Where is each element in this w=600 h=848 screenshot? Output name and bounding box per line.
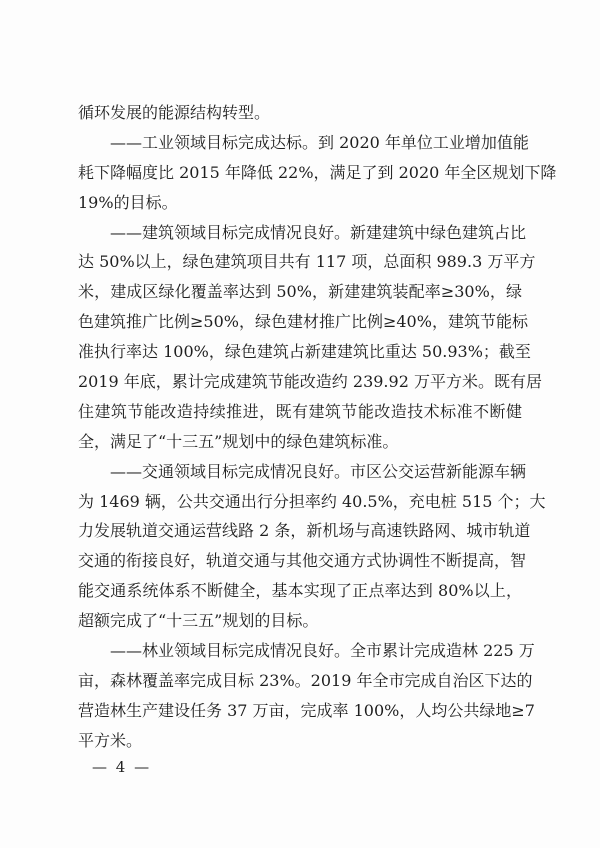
text-line: 能交通系统体系不断健全，基本实现了正点率达到 80%以上，: [78, 581, 522, 601]
text-line: ——建筑领域目标完成情况良好。新建建筑中绿色建筑占比: [110, 222, 527, 242]
text-line: 准执行率达 100%，绿色建筑占新建建筑比重达 50.93%；截至: [78, 342, 531, 362]
text-line: 全，满足了“十三五”规划中的绿色建筑标准。: [78, 431, 399, 451]
text-line: 亩，森林覆盖率完成目标 23%。2019 年全市完成自治区下达的: [78, 670, 533, 690]
paragraph-energy-structure: [78, 98, 522, 128]
text-line: ——交通领域目标完成情况良好。市区公交运营新能源车辆: [110, 461, 527, 481]
text-line: ——林业领域目标完成情况良好。全市累计完成造林 225 万: [110, 641, 535, 661]
paragraph-industry: [78, 128, 557, 218]
text-line: 营造林生产建设任务 37 万亩，完成率 100%，人均公共绿地≥7: [78, 700, 535, 720]
text-line: 超额完成了“十三五”规划的目标。: [78, 611, 319, 631]
text-line: 交通的衔接良好，轨道交通与其他交通方式协调性不断提高，智: [78, 551, 527, 571]
document-body: [78, 98, 557, 756]
text-line: 2019 年底，累计完成建筑节能改造约 239.92 万平方米。既有居: [78, 372, 542, 392]
text-line: 19%的目标。: [78, 192, 178, 212]
text-line: 耗下降幅度比 2015 年降低 22%，满足了到 2020 年全区规划下降: [78, 162, 557, 182]
text-line: 色建筑推广比例≥50%，绿色建材推广比例≥40%，建筑节能标: [78, 312, 528, 332]
text-line: 循环发展的能源结构转型。: [78, 103, 271, 122]
text-line: 米，建成区绿化覆盖率达到 50%，新建建筑装配率≥30%，绿: [78, 282, 522, 302]
paragraph-transport: [78, 457, 546, 636]
text-line: 力发展轨道交通运营线路 2 条，新机场与高速铁路网、城市轨道: [78, 521, 531, 541]
text-line: 为 1469 辆，公共交通出行分担率约 40.5%，充电桩 515 个；大: [78, 491, 546, 511]
page-number: — 4 —: [92, 758, 152, 776]
text-line: 达 50%以上，绿色建筑项目共有 117 项，总面积 989.3 万平方: [78, 252, 536, 272]
text-line: 住建筑节能改造持续推进，既有建筑节能改造技术标准不断健: [78, 401, 522, 421]
text-line: ——工业领域目标完成达标。到 2020 年单位工业增加值能: [110, 132, 529, 152]
paragraph-forestry: [78, 636, 535, 756]
text-line: 平方米。: [78, 730, 143, 750]
paragraph-building: [78, 218, 542, 457]
